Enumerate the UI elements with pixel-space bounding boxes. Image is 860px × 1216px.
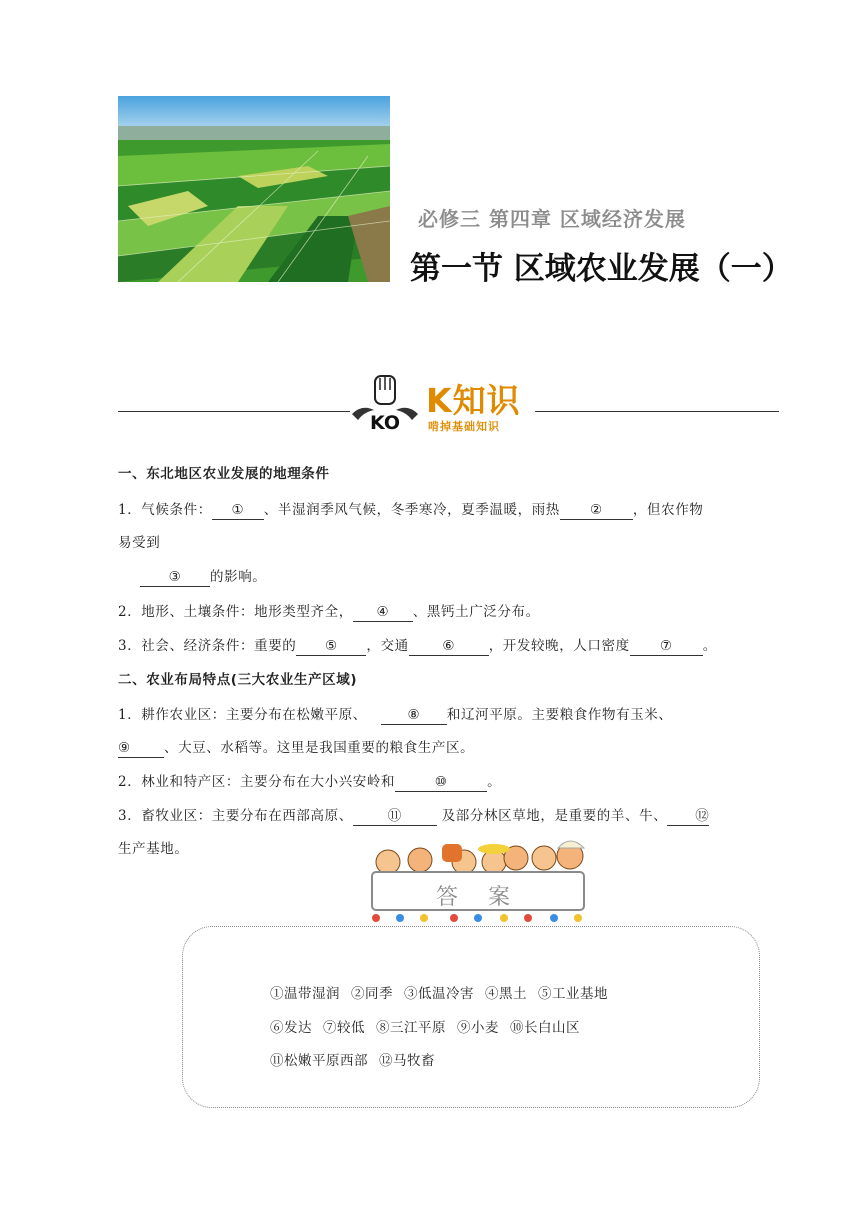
blank-1: ① (212, 502, 264, 520)
s2-item1-line2: ⑨ 、大豆、水稻等。这里是我国重要的粮食生产区。 (118, 740, 475, 756)
page-title: 第一节 区域农业发展（一） (410, 251, 793, 287)
divider-left (118, 411, 350, 412)
blank-6: ⑥ (409, 638, 489, 656)
blank-12: ⑫ (667, 808, 709, 826)
s1-item3: 3．社会、经济条件：重要的 ⑤ ，交通 ⑥ ，开发较晚，人口密度 ⑦ 。 (118, 638, 717, 654)
section2-heading: 二、农业布局特点(三大农业生产区域) (118, 672, 358, 688)
chapter-subtitle: 必修三 第四章 区域经济发展 (418, 207, 686, 231)
banner-title: K知识 (426, 381, 521, 420)
answer-8: ⑧三江平原 (376, 1020, 446, 1036)
s1-item1-line1: 1．气候条件： ① 、半湿润季风气候，冬季寒冷，夏季温暖，雨热 ② ，但农作物 (118, 502, 704, 518)
s2-item3-line1: 3．畜牧业区：主要分布在西部高原、 ⑪ 及部分林区草地，是重要的羊、牛、 ⑫ (118, 808, 710, 824)
s1-item1-line2: 易受到 (118, 535, 161, 551)
answer-9: ⑨小麦 (457, 1020, 499, 1036)
banner-subtitle: 啃掉基础知识 (428, 420, 500, 433)
divider-right (535, 411, 779, 412)
blank-3: ③ (140, 569, 210, 587)
s1-item1-line3: ③ 的影响。 (140, 567, 266, 587)
answers-row-3 (270, 1049, 446, 1069)
svg-text:KO: KO (369, 412, 401, 434)
s2-item3-line2: 生产基地。 (118, 841, 189, 857)
blank-8: ⑧ (381, 707, 447, 725)
blank-11: ⑪ (353, 808, 437, 826)
answer-label: 答案 (436, 885, 541, 910)
ko-fist-logo (350, 370, 420, 436)
answer-2: ②同季 (351, 986, 393, 1002)
blank-9: ⑨ (118, 740, 164, 758)
answer-4: ④黑土 (485, 986, 527, 1002)
answer-1: ①温带湿润 (270, 986, 340, 1002)
answers-row-1 (270, 982, 619, 1002)
blank-10: ⑩ (395, 774, 487, 792)
answer-7: ⑦较低 (323, 1020, 365, 1036)
blank-2: ② (560, 502, 633, 520)
farmland-photo (118, 96, 390, 282)
section1-heading: 一、东北地区农业发展的地理条件 (118, 466, 330, 482)
s1-item2: 2．地形、土壤条件：地形类型齐全， ④ 、黑钙土广泛分布。 (118, 604, 540, 620)
s2-item2: 2．林业和特产区：主要分布在大小兴安岭和 ⑩ 。 (118, 774, 502, 790)
answer-12: ⑫马牧畜 (379, 1053, 435, 1069)
answer-10: ⑩长白山区 (510, 1020, 580, 1036)
blank-5: ⑤ (296, 638, 366, 656)
blank-4: ④ (353, 604, 413, 622)
answer-6: ⑥发达 (270, 1020, 312, 1036)
answer-5: ⑤工业基地 (538, 986, 608, 1002)
blank-7: ⑦ (630, 638, 703, 656)
answers-row-2 (270, 1016, 591, 1036)
answer-3: ③低温冷害 (404, 986, 474, 1002)
s2-item1-line1: 1．耕作农业区：主要分布在松嫩平原、 ⑧ 和辽河平原。主要粮食作物有玉米、 (118, 707, 673, 723)
answer-11: ⑪松嫩平原西部 (270, 1053, 368, 1069)
